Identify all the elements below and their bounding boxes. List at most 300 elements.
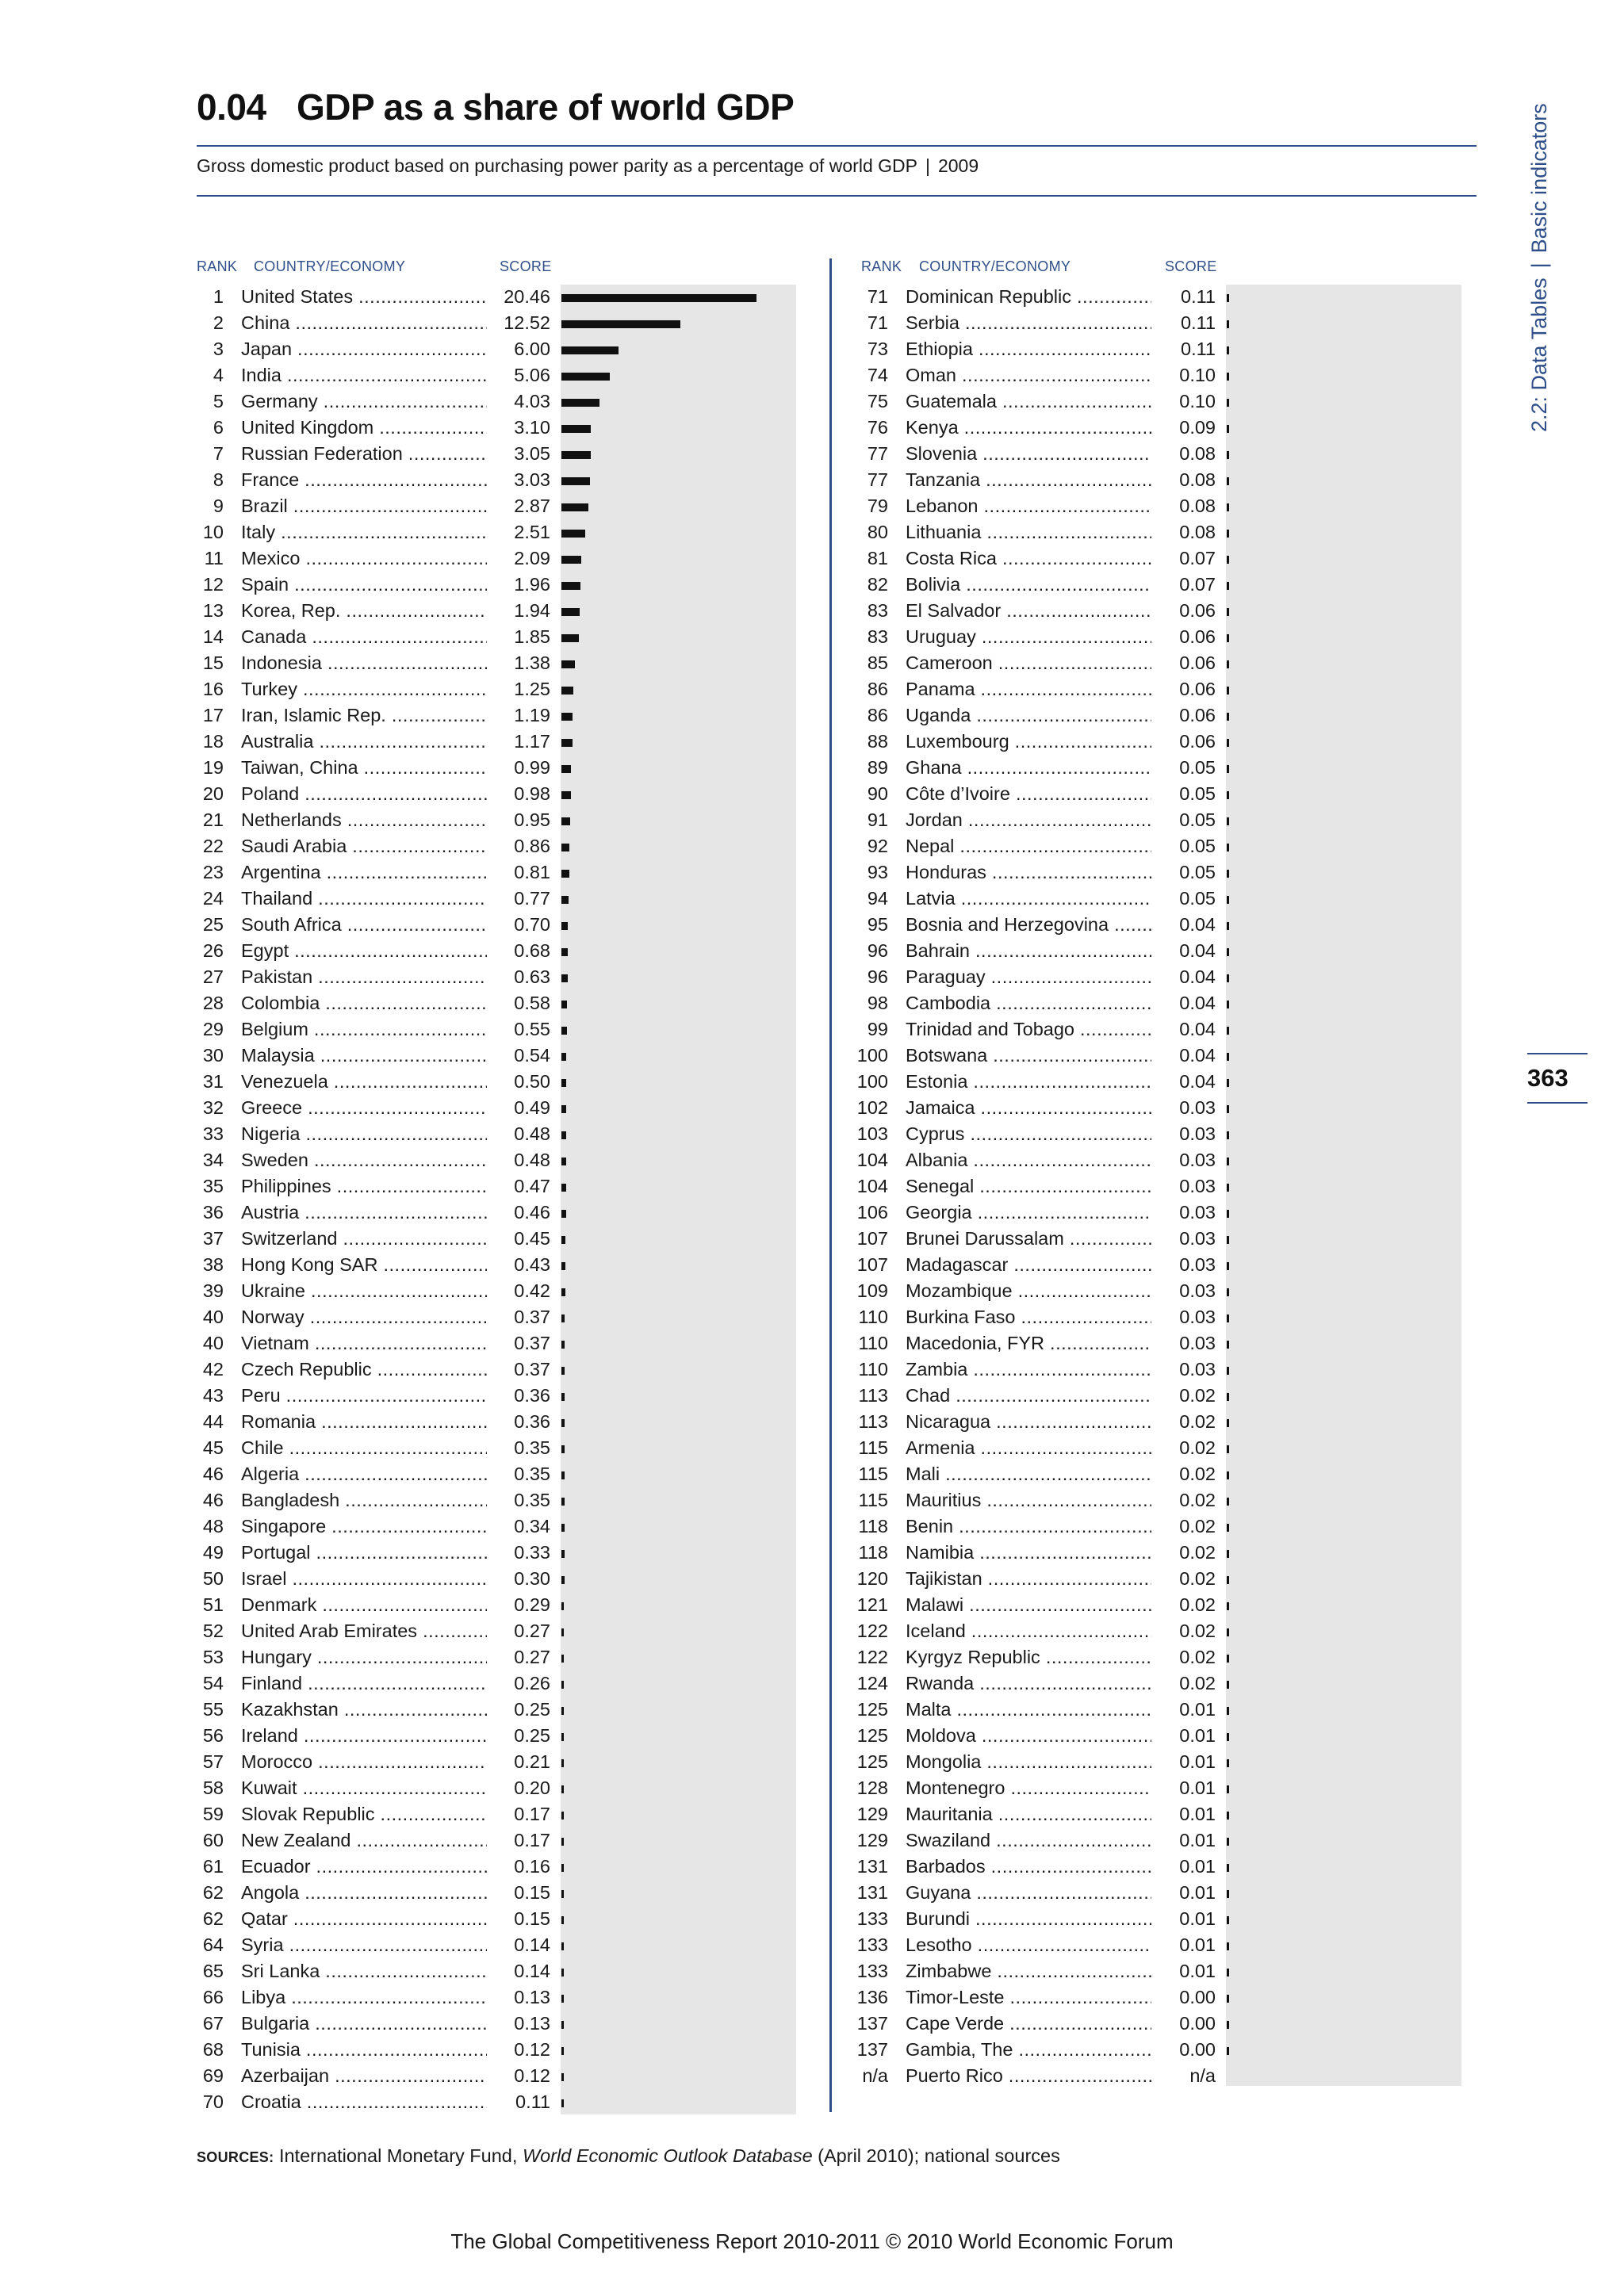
score-bar: [561, 425, 591, 433]
table-row: [848, 729, 1216, 755]
country-cell: Albania .....: [906, 1147, 1151, 1173]
country-cell: Panama .....: [906, 676, 1151, 702]
score-cell: 0.02: [1152, 1670, 1216, 1697]
score-cell: 0.04: [1152, 1069, 1216, 1095]
country-cell: Lebanon .....: [906, 493, 1151, 519]
rank-cell: 4: [213, 365, 224, 385]
rank-cell: 86: [867, 679, 888, 699]
score-cell: 0.02: [1152, 1383, 1216, 1409]
score-cell: 0.05: [1152, 886, 1216, 912]
score-cell: 4.03: [487, 388, 550, 415]
country-cell: Kenya .....: [906, 415, 1151, 441]
rank-cell: 70: [202, 2091, 224, 2112]
rank-cell: 82: [867, 574, 888, 595]
table-row: [848, 1435, 1216, 1461]
table-row: [848, 545, 1216, 572]
score-bar: [561, 1158, 566, 1165]
score-bar: [561, 817, 570, 825]
score-cell: 0.02: [1152, 1566, 1216, 1592]
country-cell: Peru .....: [241, 1383, 487, 1409]
country-cell: Hong Kong SAR .....: [241, 1252, 487, 1278]
score-bar: [1227, 1864, 1229, 1872]
score-cell: 1.38: [487, 650, 550, 676]
table-row: [848, 1958, 1216, 1984]
country-cell: Portugal .....: [241, 1540, 487, 1566]
country-cell: Nigeria .....: [241, 1121, 487, 1147]
score-cell: 0.03: [1152, 1252, 1216, 1278]
table-row: [184, 807, 550, 833]
score-bar: [1227, 1419, 1229, 1427]
country-cell: Mauritania .....: [906, 1801, 1151, 1827]
score-cell: 0.06: [1152, 676, 1216, 702]
score-cell: 0.03: [1152, 1330, 1216, 1357]
score-bar: [561, 2099, 564, 2107]
score-bar: [1227, 844, 1229, 851]
table-row: [848, 415, 1216, 441]
subtitle-year: 2009: [937, 155, 979, 176]
rank-cell: 136: [856, 1987, 888, 2007]
score-bar: [1227, 399, 1229, 407]
rank-cell: 43: [202, 1385, 224, 1406]
rank-cell: 95: [867, 914, 888, 935]
rank-cell: 44: [202, 1411, 224, 1432]
table-row: [848, 1173, 1216, 1200]
score-bar: [561, 373, 610, 381]
country-cell: Egypt .....: [241, 938, 487, 964]
table-row: [848, 1723, 1216, 1749]
table-row: [848, 598, 1216, 624]
country-cell: Zambia .....: [906, 1357, 1151, 1383]
score-cell: 0.37: [487, 1330, 550, 1357]
score-bar: [561, 1079, 566, 1087]
score-cell: 0.77: [487, 886, 550, 912]
country-cell: Latvia .....: [906, 886, 1151, 912]
country-cell: Cameroon .....: [906, 650, 1151, 676]
score-cell: 0.36: [487, 1409, 550, 1435]
table-row: [184, 1121, 550, 1147]
score-bar: [1227, 1105, 1229, 1113]
rank-cell: 109: [856, 1280, 888, 1301]
score-bar: [561, 608, 580, 616]
country-cell: Iran, Islamic Rep. .....: [241, 702, 487, 729]
score-cell: 0.05: [1152, 833, 1216, 859]
score-cell: 0.02: [1152, 1644, 1216, 1670]
rank-cell: 81: [867, 548, 888, 568]
score-cell: 0.21: [487, 1749, 550, 1775]
rank-cell: 37: [202, 1228, 224, 1249]
rank-cell: 120: [856, 1568, 888, 1589]
score-bar: [561, 791, 571, 799]
rank-cell: 3: [213, 339, 224, 359]
table-row: [848, 1697, 1216, 1723]
country-cell: Libya .....: [241, 1984, 487, 2011]
score-cell: 0.36: [487, 1383, 550, 1409]
score-bar: [1227, 948, 1229, 956]
rank-cell: 115: [858, 1437, 888, 1458]
score-cell: 0.02: [1152, 1487, 1216, 1513]
score-cell: 0.00: [1152, 1984, 1216, 2011]
rank-cell: 96: [867, 966, 888, 987]
country-cell: Rwanda .....: [906, 1670, 1151, 1697]
score-bar: [561, 503, 588, 511]
table-row: [848, 1749, 1216, 1775]
score-bar: [561, 1053, 566, 1061]
country-cell: Bolivia .....: [906, 572, 1151, 598]
score-cell: 1.19: [487, 702, 550, 729]
score-bar: [561, 660, 575, 668]
score-cell: 0.17: [487, 1827, 550, 1854]
table-row: [184, 493, 550, 519]
rank-cell: 19: [202, 757, 224, 778]
country-cell: Trinidad and Tobago .....: [906, 1016, 1151, 1043]
score-cell: 0.35: [487, 1461, 550, 1487]
country-cell: Ecuador .....: [241, 1854, 487, 1880]
score-bar: [561, 320, 680, 328]
sources-italic: World Economic Outlook Database: [522, 2145, 813, 2166]
page-number-rule-bottom: [1527, 1102, 1588, 1104]
score-cell: 0.27: [487, 1644, 550, 1670]
table-row: [848, 1357, 1216, 1383]
rank-cell: 98: [867, 993, 888, 1013]
score-bar: [561, 2047, 564, 2055]
score-bar: [1227, 765, 1229, 773]
country-cell: China .....: [241, 310, 487, 336]
score-cell: 0.02: [1152, 1513, 1216, 1540]
rank-cell: 106: [856, 1202, 888, 1223]
rank-cell: 104: [856, 1150, 888, 1170]
table-row: [184, 1513, 550, 1540]
rank-cell: 110: [858, 1359, 888, 1380]
table-row: [848, 1095, 1216, 1121]
country-cell: Mozambique .....: [906, 1278, 1151, 1304]
table-row: [848, 990, 1216, 1016]
table-row: [184, 2011, 550, 2037]
score-cell: 1.17: [487, 729, 550, 755]
table-row: [848, 1984, 1216, 2011]
score-cell: 0.03: [1152, 1121, 1216, 1147]
table-row: [184, 1880, 550, 1906]
table-row: [848, 1906, 1216, 1932]
table-row: [184, 912, 550, 938]
score-cell: 6.00: [487, 336, 550, 362]
country-cell: Ethiopia .....: [906, 336, 1151, 362]
table-row: [184, 1409, 550, 1435]
rank-cell: 94: [867, 888, 888, 909]
score-cell: 12.52: [487, 310, 550, 336]
country-cell: Korea, Rep. .....: [241, 598, 487, 624]
score-cell: 0.01: [1152, 1801, 1216, 1827]
score-cell: 1.25: [487, 676, 550, 702]
score-bar: [1227, 687, 1229, 695]
table-row: [184, 519, 550, 545]
score-bar: [1227, 2021, 1229, 2029]
score-cell: 0.05: [1152, 859, 1216, 886]
country-cell: Zimbabwe .....: [906, 1958, 1151, 1984]
rank-cell: 26: [202, 940, 224, 961]
score-bar: [1227, 1210, 1229, 1218]
score-bar: [561, 1628, 564, 1636]
score-cell: 0.12: [487, 2063, 550, 2089]
country-cell: Armenia .....: [906, 1435, 1151, 1461]
country-cell: Gambia, The .....: [906, 2037, 1151, 2063]
score-bar: [561, 1550, 565, 1558]
country-cell: Paraguay .....: [906, 964, 1151, 990]
country-cell: Lithuania .....: [906, 519, 1151, 545]
score-cell: 0.08: [1152, 519, 1216, 545]
score-bar: [1227, 1158, 1229, 1165]
country-cell: Sri Lanka .....: [241, 1958, 487, 1984]
score-cell: 0.20: [487, 1775, 550, 1801]
rank-cell: 33: [202, 1123, 224, 1144]
score-cell: 0.03: [1152, 1226, 1216, 1252]
left-bar-panel: [561, 285, 796, 2114]
rank-cell: 16: [202, 679, 224, 699]
rank-cell: 55: [202, 1699, 224, 1720]
table-row: [184, 859, 550, 886]
country-cell: Australia .....: [241, 729, 487, 755]
rank-cell: 66: [202, 1987, 224, 2007]
table-row: [184, 388, 550, 415]
rank-cell: 61: [202, 1856, 224, 1877]
score-bar: [561, 870, 569, 878]
rank-cell: 22: [202, 836, 224, 856]
rank-cell: 52: [202, 1621, 224, 1641]
subtitle-text: Gross domestic product based on purchasing power parity as a percentage of world GDP: [197, 155, 917, 176]
country-cell: Kazakhstan .....: [241, 1697, 487, 1723]
country-cell: Qatar .....: [241, 1906, 487, 1932]
table-row: [184, 1095, 550, 1121]
score-cell: 0.04: [1152, 938, 1216, 964]
rank-cell: 21: [202, 809, 224, 830]
table-row: [848, 519, 1216, 545]
rank-cell: 89: [867, 757, 888, 778]
left-country-header: COUNTRY/ECONOMY: [254, 258, 406, 274]
rank-cell: 129: [856, 1830, 888, 1850]
table-row: [848, 388, 1216, 415]
score-bar: [1227, 320, 1229, 328]
rank-cell: 110: [858, 1333, 888, 1353]
rank-cell: 60: [202, 1830, 224, 1850]
country-cell: United Kingdom .....: [241, 415, 487, 441]
score-bar: [561, 1262, 565, 1270]
score-cell: 0.25: [487, 1697, 550, 1723]
table-row: [184, 1069, 550, 1095]
score-cell: 0.50: [487, 1069, 550, 1095]
score-cell: 0.70: [487, 912, 550, 938]
rank-cell: 5: [213, 391, 224, 411]
right-country-header: COUNTRY/ECONOMY: [919, 258, 1071, 274]
rank-cell: 100: [856, 1045, 888, 1066]
table-row: [848, 1016, 1216, 1043]
score-cell: 1.96: [487, 572, 550, 598]
country-cell: Brunei Darussalam .....: [906, 1226, 1151, 1252]
score-cell: 0.02: [1152, 1435, 1216, 1461]
score-bar: [1227, 1341, 1229, 1349]
score-cell: 0.37: [487, 1304, 550, 1330]
table-row: [184, 781, 550, 807]
score-bar: [1227, 1576, 1229, 1584]
score-bar: [1227, 1445, 1229, 1453]
rank-cell: 11: [204, 548, 224, 568]
score-bar: [561, 1759, 564, 1767]
rank-cell: 107: [856, 1254, 888, 1275]
score-bar: [1227, 1027, 1229, 1035]
table-row: [184, 2063, 550, 2089]
table-row: [848, 1854, 1216, 1880]
score-cell: 0.16: [487, 1854, 550, 1880]
country-cell: Pakistan .....: [241, 964, 487, 990]
country-cell: Nicaragua .....: [906, 1409, 1151, 1435]
score-cell: 0.13: [487, 1984, 550, 2011]
rank-cell: 6: [213, 417, 224, 438]
rank-cell: 113: [858, 1385, 888, 1406]
score-bar: [1227, 791, 1229, 799]
country-cell: Tunisia .....: [241, 2037, 487, 2063]
score-bar: [1227, 1916, 1229, 1924]
score-cell: 3.03: [487, 467, 550, 493]
score-cell: 0.01: [1152, 1775, 1216, 1801]
score-cell: 0.07: [1152, 545, 1216, 572]
score-bar: [1227, 1995, 1229, 2003]
rank-cell: 80: [867, 522, 888, 542]
score-cell: 0.03: [1152, 1304, 1216, 1330]
score-cell: 0.03: [1152, 1200, 1216, 1226]
table-row: [848, 938, 1216, 964]
score-cell: 0.08: [1152, 467, 1216, 493]
rank-cell: 86: [867, 705, 888, 725]
score-cell: 0.04: [1152, 990, 1216, 1016]
country-cell: Finland .....: [241, 1670, 487, 1697]
table-row: [184, 598, 550, 624]
rank-cell: 110: [858, 1307, 888, 1327]
country-cell: Poland .....: [241, 781, 487, 807]
score-bar: [1227, 1367, 1229, 1375]
score-cell: 0.00: [1152, 2037, 1216, 2063]
score-bar: [561, 451, 591, 459]
score-bar: [1227, 1184, 1229, 1192]
table-row: [848, 2037, 1216, 2063]
table-row: [184, 1566, 550, 1592]
score-cell: 0.17: [487, 1801, 550, 1827]
rank-cell: 71: [867, 286, 888, 307]
score-bar: [1227, 1314, 1229, 1322]
score-cell: 0.35: [487, 1487, 550, 1513]
rank-cell: 99: [867, 1019, 888, 1039]
table-row: [184, 1200, 550, 1226]
score-cell: 0.05: [1152, 781, 1216, 807]
score-cell: 0.95: [487, 807, 550, 833]
rank-cell: 124: [856, 1673, 888, 1693]
table-row: [848, 1383, 1216, 1409]
table-row: [184, 1487, 550, 1513]
rank-cell: 1: [213, 286, 224, 307]
table-row: [184, 1147, 550, 1173]
score-bar: [1227, 739, 1229, 747]
rank-cell: 100: [856, 1071, 888, 1092]
rank-cell: 18: [202, 731, 224, 752]
rank-cell: 73: [867, 339, 888, 359]
rank-cell: 125: [856, 1725, 888, 1746]
score-bar: [1227, 1550, 1229, 1558]
score-bar: [1227, 373, 1229, 381]
table-row: [184, 1304, 550, 1330]
rank-cell: 118: [858, 1542, 888, 1563]
table-row: [184, 1383, 550, 1409]
score-bar: [1227, 503, 1229, 511]
rank-cell: 46: [202, 1464, 224, 1484]
country-cell: Indonesia .....: [241, 650, 487, 676]
score-bar: [1227, 1890, 1229, 1898]
score-bar: [1227, 1759, 1229, 1767]
column-divider: [829, 258, 832, 2112]
table-row: [184, 1540, 550, 1566]
score-bar: [561, 1681, 564, 1689]
country-cell: Dominican Republic .....: [906, 284, 1151, 310]
table-row: [184, 1461, 550, 1487]
score-bar: [561, 1131, 566, 1139]
rank-cell: 25: [202, 914, 224, 935]
score-bar: [1227, 1001, 1229, 1008]
table-row: [848, 624, 1216, 650]
country-cell: Côte d’Ivoire .....: [906, 781, 1151, 807]
score-cell: 0.06: [1152, 702, 1216, 729]
country-cell: Namibia .....: [906, 1540, 1151, 1566]
rank-cell: 88: [867, 731, 888, 752]
score-cell: 0.01: [1152, 1749, 1216, 1775]
score-bar: [561, 294, 756, 302]
score-cell: 0.29: [487, 1592, 550, 1618]
score-cell: 0.06: [1152, 624, 1216, 650]
rank-cell: 10: [202, 522, 224, 542]
country-cell: Georgia .....: [906, 1200, 1151, 1226]
score-bar: [1227, 1524, 1229, 1532]
score-cell: 0.99: [487, 755, 550, 781]
table-row: [848, 1592, 1216, 1618]
table-row: [848, 1644, 1216, 1670]
country-cell: Senegal .....: [906, 1173, 1151, 1200]
country-cell: Slovak Republic .....: [241, 1801, 487, 1827]
country-cell: Bulgaria .....: [241, 2011, 487, 2037]
rank-cell: 133: [856, 1961, 888, 1981]
table-row: [184, 702, 550, 729]
country-cell: Mauritius .....: [906, 1487, 1151, 1513]
score-bar: [1227, 530, 1229, 538]
country-cell: El Salvador .....: [906, 598, 1151, 624]
country-cell: Ireland .....: [241, 1723, 487, 1749]
country-cell: Uruguay .....: [906, 624, 1151, 650]
score-bar: [561, 399, 599, 407]
score-cell: 0.11: [1152, 336, 1216, 362]
country-cell: Ghana .....: [906, 755, 1151, 781]
score-bar: [1227, 922, 1229, 930]
rank-cell: 91: [867, 809, 888, 830]
country-cell: Swaziland .....: [906, 1827, 1151, 1854]
score-cell: 0.63: [487, 964, 550, 990]
country-cell: Guyana .....: [906, 1880, 1151, 1906]
score-bar: [561, 1498, 565, 1506]
score-cell: 0.04: [1152, 1016, 1216, 1043]
country-cell: South Africa .....: [241, 912, 487, 938]
score-cell: 0.54: [487, 1043, 550, 1069]
rank-cell: 76: [867, 417, 888, 438]
table-row: [184, 990, 550, 1016]
table-row: [184, 1749, 550, 1775]
score-cell: 0.37: [487, 1357, 550, 1383]
score-cell: 0.33: [487, 1540, 550, 1566]
country-cell: Sweden .....: [241, 1147, 487, 1173]
country-cell: Venezuela .....: [241, 1069, 487, 1095]
score-cell: 0.03: [1152, 1095, 1216, 1121]
